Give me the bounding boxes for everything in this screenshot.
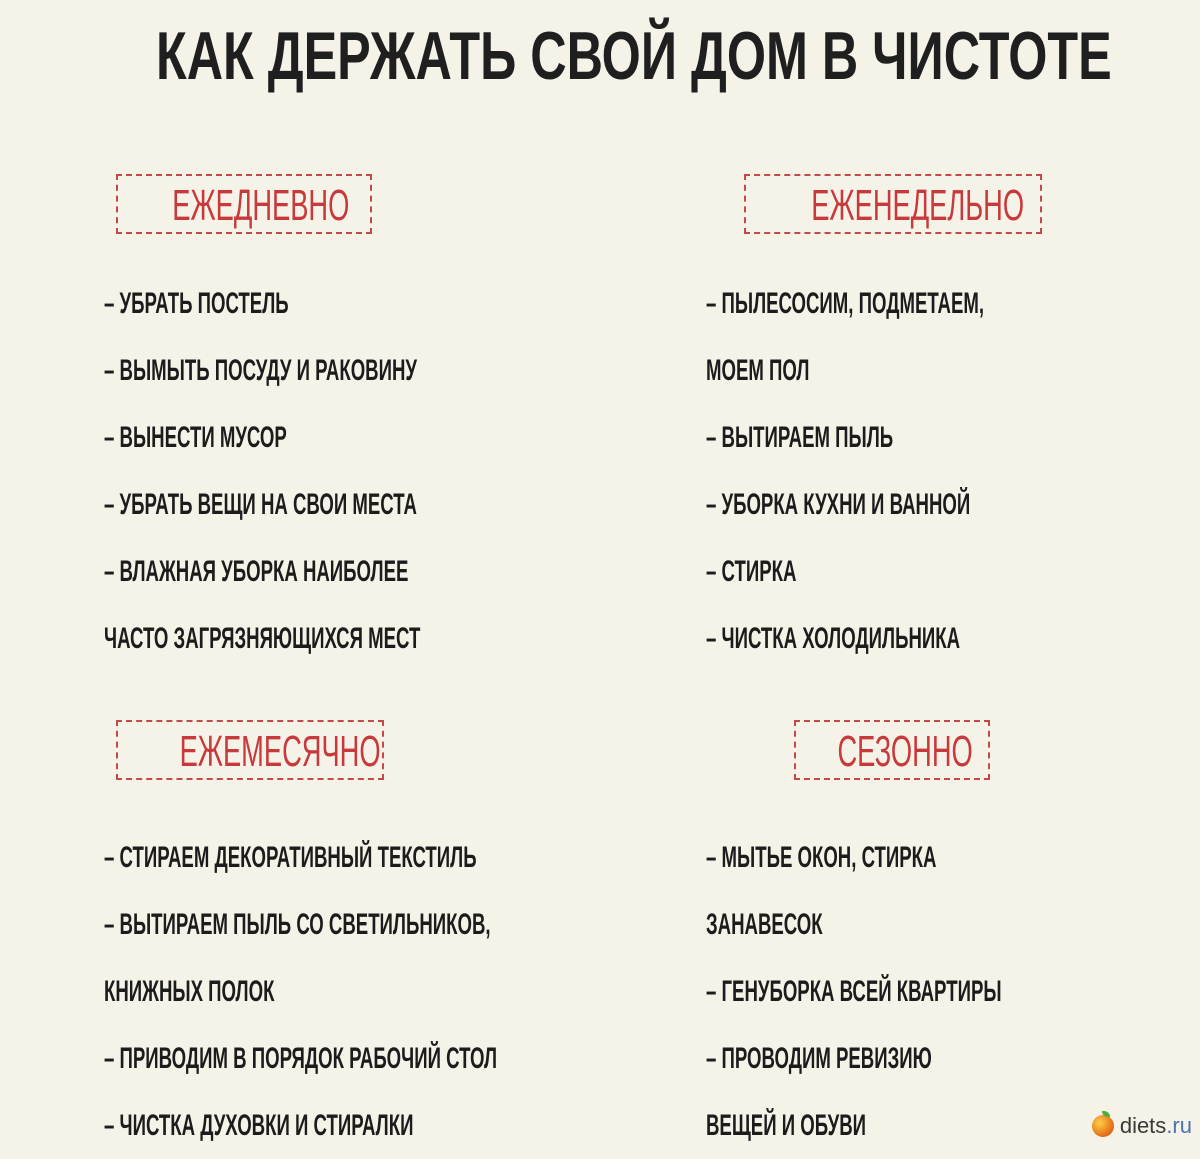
apple-logo-icon xyxy=(1092,1115,1114,1137)
watermark-text: diets.ru xyxy=(1119,1113,1192,1138)
list-item: ЧАСТО ЗАГРЯЗНЯЮЩИХСЯ МЕСТ xyxy=(104,622,421,655)
list-monthly xyxy=(104,824,664,1159)
page-title: КАК ДЕРЖАТЬ СВОЙ ДОМ В ЧИСТОТЕ xyxy=(156,18,1112,94)
list-item: – МЫТЬЕ ОКОН, СТИРКА xyxy=(706,841,937,874)
list-item: КНИЖНЫХ ПОЛОК xyxy=(104,975,275,1008)
badge-seasonal-label: СЕЗОННО xyxy=(837,727,973,776)
badge-monthly xyxy=(116,720,384,780)
list-item: – ЧИСТКА ХОЛОДИЛЬНИКА xyxy=(706,622,961,655)
badge-seasonal xyxy=(794,720,990,780)
list-item: – ВЫТИРАЕМ ПЫЛЬ СО СВЕТИЛЬНИКОВ, xyxy=(104,908,491,941)
list-item: – ВЛАЖНАЯ УБОРКА НАИБОЛЕЕ xyxy=(104,555,409,588)
list-item: – УБРАТЬ ПОСТЕЛЬ xyxy=(104,287,289,320)
list-item: МОЕМ ПОЛ xyxy=(706,354,810,387)
list-item: – ГЕНУБОРКА ВСЕЙ КВАРТИРЫ xyxy=(706,975,1002,1008)
list-item: – ВЫМЫТЬ ПОСУДУ И РАКОВИНУ xyxy=(104,354,417,387)
list-daily xyxy=(104,270,624,672)
list-item: – ПРИВОДИМ В ПОРЯДОК РАБОЧИЙ СТОЛ xyxy=(104,1042,498,1075)
list-weekly xyxy=(706,270,1186,672)
list-item: – ПРОВОДИМ РЕВИЗИЮ xyxy=(706,1042,932,1075)
list-item: – ПЫЛЕСОСИМ, ПОДМЕТАЕМ, xyxy=(706,287,985,320)
badge-weekly-label: ЕЖЕНЕДЕЛЬНО xyxy=(811,181,1025,230)
list-item: – СТИРАЕМ ДЕКОРАТИВНЫЙ ТЕКСТИЛЬ xyxy=(104,841,477,874)
badge-weekly xyxy=(744,174,1042,234)
list-seasonal xyxy=(706,824,1186,1159)
badge-daily-label: ЕЖЕДНЕВНО xyxy=(172,181,350,230)
list-item: ЗАНАВЕСОК xyxy=(706,908,823,941)
list-item: – УБОРКА КУХНИ И ВАННОЙ xyxy=(706,488,971,521)
list-item: – СТИРКА xyxy=(706,555,797,588)
list-item: – ВЫНЕСТИ МУСОР xyxy=(104,421,287,454)
list-item: – ЧИСТКА ДУХОВКИ И СТИРАЛКИ xyxy=(104,1109,414,1142)
badge-daily xyxy=(116,174,372,234)
list-item: ВЕЩЕЙ И ОБУВИ xyxy=(706,1109,867,1142)
watermark xyxy=(1092,1112,1192,1140)
list-item: – ВЫТИРАЕМ ПЫЛЬ xyxy=(706,421,894,454)
badge-monthly-label: ЕЖЕМЕСЯЧНО xyxy=(179,727,381,776)
list-item: – УБРАТЬ ВЕЩИ НА СВОИ МЕСТА xyxy=(104,488,417,521)
